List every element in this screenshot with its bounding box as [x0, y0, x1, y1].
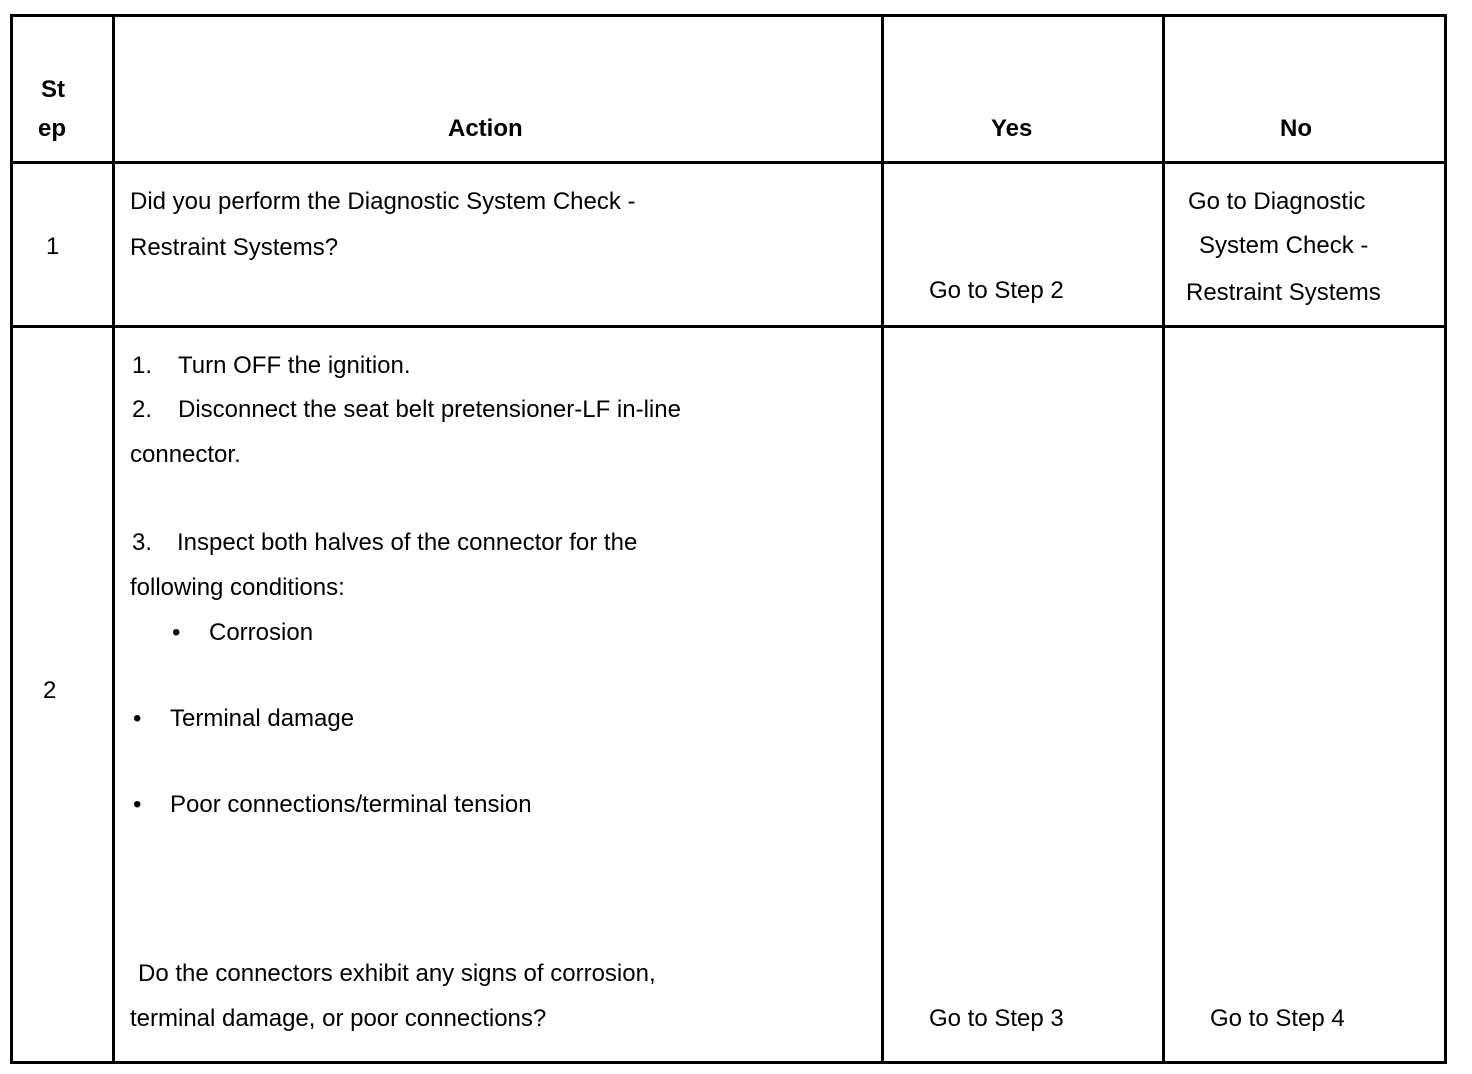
no-result: Go to Step 4: [1210, 1005, 1345, 1032]
action-text: following conditions:: [130, 574, 345, 601]
bullet-icon: •: [133, 705, 142, 732]
table-border-bottom: [10, 1061, 1447, 1064]
row-divider: [10, 325, 1447, 328]
yes-result: Go to Step 3: [929, 1005, 1064, 1032]
column-divider-action: [881, 14, 884, 1064]
question-text: terminal damage, or poor connections?: [130, 1005, 547, 1032]
bullet-icon: •: [172, 619, 181, 646]
action-text: connector.: [130, 441, 241, 468]
question-text: Do the connectors exhibit any signs of corrosion,: [138, 960, 656, 987]
column-divider-yes: [1162, 14, 1165, 1064]
action-text: Restraint Systems?: [130, 234, 339, 261]
table-border-right: [1444, 14, 1447, 1064]
header-no: No: [1280, 115, 1312, 142]
no-result: Go to Diagnostic: [1188, 188, 1366, 215]
action-text: Disconnect the seat belt pretensioner-LF in-line: [178, 396, 681, 423]
step-number: 1: [46, 233, 60, 260]
condition-item: Corrosion: [209, 619, 314, 646]
header-step-line1: St: [41, 76, 65, 103]
step-number: 2: [43, 677, 57, 704]
list-number: 1.: [132, 352, 153, 379]
action-text: Did you perform the Diagnostic System Check -: [130, 188, 636, 215]
yes-result: Go to Step 2: [929, 277, 1064, 304]
bullet-icon: •: [133, 791, 142, 818]
list-number: 3.: [132, 529, 153, 556]
condition-item: Poor connections/terminal tension: [170, 791, 532, 818]
table-border-left: [10, 14, 13, 1064]
list-number: 2.: [132, 396, 153, 423]
no-result: System Check -: [1199, 232, 1369, 259]
header-divider: [10, 161, 1447, 164]
no-result: Restraint Systems: [1186, 279, 1381, 306]
action-text: Inspect both halves of the connector for the: [177, 529, 638, 556]
header-yes: Yes: [991, 115, 1033, 142]
header-step-line2: ep: [38, 115, 67, 142]
condition-item: Terminal damage: [170, 705, 355, 732]
column-divider-step: [112, 14, 115, 1064]
header-action: Action: [448, 115, 523, 142]
table-border-top: [10, 14, 1447, 17]
action-text: Turn OFF the ignition.: [178, 352, 411, 379]
